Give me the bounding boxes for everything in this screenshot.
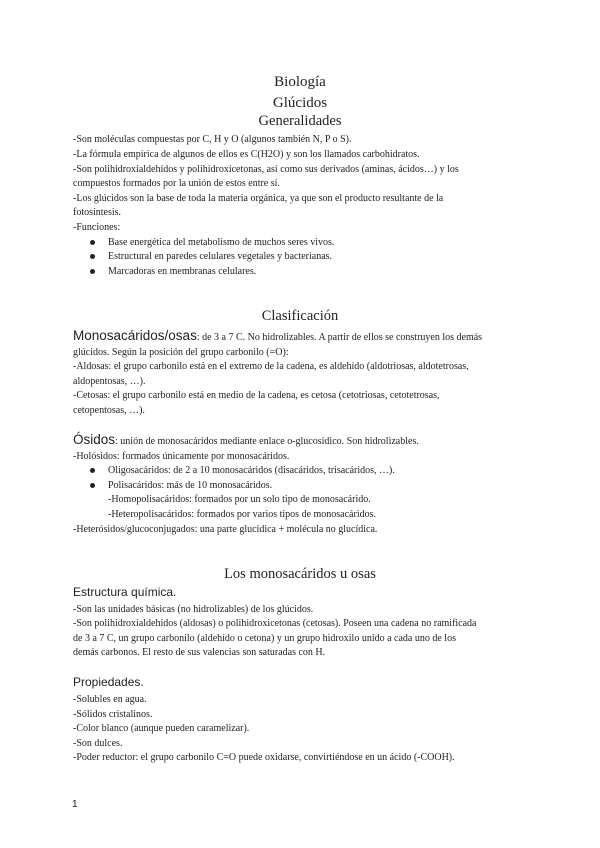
text-line: -La fórmula empírica de algunos de ellos es C(H2O) y son los llamados carbohidratos.	[73, 149, 420, 160]
text-line: de 3 a 7 C, un grupo carbonilo (aldehído o cetona) y un grupo hidroxilo unido a cada uno de los	[73, 633, 456, 644]
osidos-definition: Ósidos: unión de monosacáridos mediante enlace o-glucosídico. Son hidrolizables.	[73, 432, 419, 447]
monosacaridos-definition: Monosacáridos/osas: de 3 a 7 C. No hidrolizables. A partir de ellos se construyen los demás	[73, 328, 483, 343]
text-line: -Solubles en agua.	[73, 694, 147, 705]
document-title: Biología	[274, 74, 326, 90]
text-line: -Son las unidades básicas (no hidrolizables) de los glúcidos.	[73, 604, 314, 615]
text-line: -Son dulces.	[73, 738, 123, 749]
document-subtitle: Glúcidos	[272, 95, 328, 111]
sub-item: -Heteropolisacáridos: formados por varios tipos de monosacáridos.	[108, 509, 376, 520]
section-heading-generalidades: Generalidades	[258, 113, 342, 129]
text-line: glúcidos. Según la posición del grupo carbonilo (=O):	[73, 347, 289, 358]
bullet-dot-icon	[90, 269, 95, 274]
text-line: demás carbonos. El resto de sus valencias son saturadas con H.	[73, 647, 326, 658]
page-number: 1	[72, 799, 78, 810]
text-line: -Son polihidroxialdehídos (aldosas) o polihidroxicetonas (cetosas). Poseen una cadena no ramificada	[73, 618, 477, 629]
bullet-dot-icon	[90, 254, 95, 259]
document-page: Biología Glúcidos Generalidades -Son moléculas compuestas por C, H y O (algunos también N, P o S). -La fórmula empírica de algunos de ellos es C(H2O) y son los llamados carbohidratos. -Son polihidroxialdehídos y polihidroxicetonas, así como sus derivados (aminas, ácidos…) y los compuestos formados por la unión de estos entre sí. -Los glúcidos son la base de toda la materia orgánica, ya que son el producto resultante de la fotosíntesis. -Funciones: Base energética del metabolismo de muchos seres vivos. Estructural en paredes celulares vegetales y bacterianas. Marcadoras en membranas celulares. Clasificación Monosacáridos/osas: de 3 a 7 C. No hidrolizables. A partir de ellos se construyen los demás glúcidos. Según la posición del grupo carbonilo (=O): -Aldosas: el grupo carbonilo está en el extremo de la cadena, es aldehído (aldotriosas, aldotetrosas, aldopentosas, …). -Cetosas: el grupo carbonilo está en medio de la cadena, es cetosa (cetotriosas, cetotetrosas, cetopentosas, …). Ósidos: unión de monosacáridos mediante enlace o-glucosídico. Son hidrolizables. -Holósidos: formados únicamente por monosacáridos. Oligosacáridos: de 2 a 10 monosacáridos (disacáridos, trisacáridos, …). Polisacáridos: más de 10 monosacáridos. -Homopolisacáridos: formados por un solo tipo de monosacárido. -Heteropolisacáridos: formados por varios tipos de monosacáridos. -Heterósidos/glucoconjugados: una parte glucídica + molécula no glucídica. Los monosacáridos u osas Estructura química. -Son las unidades básicas (no hidrolizables) de los glúcidos. -Son polihidroxialdehídos (aldosas) o polihidroxicetonas (cetosas). Poseen una cadena no ramificada de 3 a 7 C, un grupo carbonilo (aldehído o cetona) y un grupo hidroxilo unido a cada uno de los demás carbonos. El resto de sus valencias son saturadas con H. Propiedades. -Solubles en agua. -Sólidos cristalinos. -Color blanco (aunque pueden caramelizar). -Son dulces. -Poder reductor: el grupo carbonilo C=O puede oxidarse, convirtiéndose en un ácido (-COOH). 1	[0, 0, 600, 848]
bullet-dot-icon	[90, 468, 95, 473]
text-line: -Funciones:	[73, 222, 121, 233]
sub-item: -Homopolisacáridos: formados por un solo tipo de monosacárido.	[108, 494, 371, 505]
text-line: aldopentosas, …).	[73, 376, 146, 387]
text-line: -Poder reductor: el grupo carbonilo C=O puede oxidarse, convirtiéndose en un ácido (-COOH).	[73, 752, 455, 763]
section-heading-monosacaridos: Los monosacáridos u osas	[224, 566, 376, 582]
text-line: -Los glúcidos son la base de toda la materia orgánica, ya que son el producto resultante de la	[73, 193, 444, 204]
text-line: compuestos formados por la unión de estos entre sí.	[73, 178, 280, 189]
text-line: -Sólidos cristalinos.	[73, 709, 153, 720]
text-line: -Son moléculas compuestas por C, H y O (algunos también N, P o S).	[73, 134, 352, 145]
term-monosacaridos: Monosacáridos/osas	[73, 328, 197, 343]
text-line: -Aldosas: el grupo carbonilo está en el extremo de la cadena, es aldehído (aldotriosas, aldotetrosas,	[73, 361, 469, 372]
subheading-estructura: Estructura química.	[73, 585, 177, 599]
text-line: -Holósidos: formados únicamente por monosacáridos.	[73, 451, 290, 462]
section-heading-clasificacion: Clasificación	[261, 308, 339, 324]
bullet-dot-icon	[90, 240, 95, 245]
text-line: -Cetosas: el grupo carbonilo está en medio de la cadena, es cetosa (cetotriosas, cetotetrosas,	[73, 390, 440, 401]
text-line: -Heterósidos/glucoconjugados: una parte glucídica + molécula no glucídica.	[73, 524, 378, 535]
text-line: -Son polihidroxialdehídos y polihidroxicetonas, así como sus derivados (aminas, ácidos…) y los	[73, 164, 459, 175]
bullet-dot-icon	[90, 483, 95, 488]
text-line: cetopentosas, …).	[73, 405, 145, 416]
text-line: fotosíntesis.	[73, 207, 122, 218]
text-line: -Color blanco (aunque pueden caramelizar).	[73, 723, 250, 734]
term-osidos: Ósidos	[73, 432, 116, 447]
subheading-propiedades: Propiedades.	[73, 675, 144, 689]
